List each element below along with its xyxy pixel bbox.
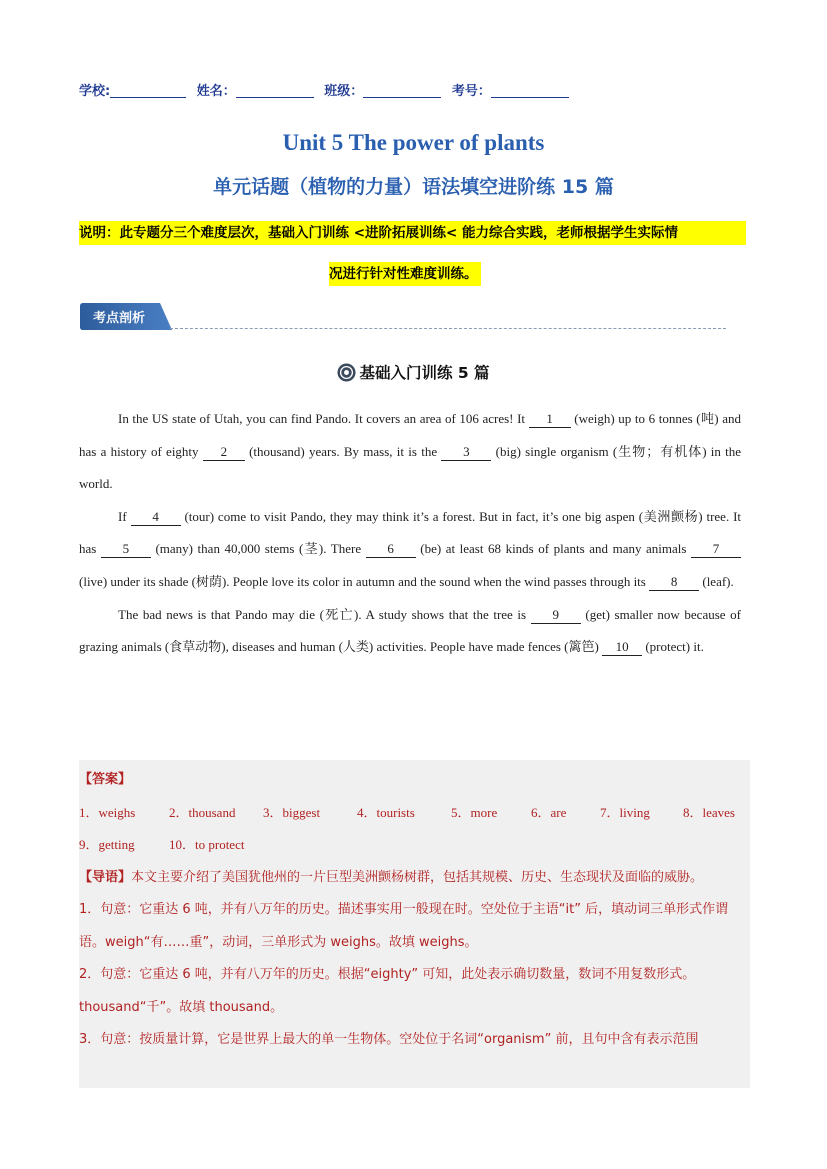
answer-list-row1: [79, 797, 750, 830]
answer-content: [79, 764, 750, 1057]
school-field[interactable]: [110, 83, 186, 98]
instruction-note-line2: 况进行针对性难度训练。: [329, 262, 481, 286]
explanation-1: 1．句意：它重达 6 吨，并有八万年的历史。描述事实用一般现在时。空处位于主语“it” 后，填动词三单形式作谓语。weigh“有……重”，动词，三单形式为 weighs。故填 weighs。: [79, 902, 729, 950]
section-heading: [0, 361, 827, 383]
answer-item: 2．thousand: [169, 804, 236, 820]
blank-4[interactable]: 4: [131, 509, 181, 526]
blank-9[interactable]: 9: [531, 607, 581, 624]
section-heading-text: 基础入门训练 5 篇: [359, 364, 490, 382]
passage-paragraph: If 4 (tour) come to visit Pando, they may think it’s a forest. But in fact, it’s one big aspen (美洲颤杨) tree. It has 5 (many) than 40,000 stems (茎). There 6 (be) at least 68 kinds of plants and many animals 7 (live) under its shade (树荫). People love its color in autumn and the sound when the wind passes through its 8 (leaf).: [79, 508, 742, 589]
class-field[interactable]: [363, 83, 441, 98]
target-icon: [337, 363, 356, 382]
page-subtitle: 单元话题（植物的力量）语法填空进阶练 15 篇: [213, 176, 614, 198]
answer-label: 【答案】: [79, 772, 132, 787]
blank-5[interactable]: 5: [101, 541, 151, 558]
answer-item: 1．weighs: [79, 804, 136, 820]
instruction-note-line1: 说明：此专题分三个难度层次，基础入门训练 <进阶拓展训练< 能力综合实践，老师根据学生实际情: [79, 221, 746, 245]
exam-no-field[interactable]: [491, 83, 569, 98]
answer-item: 10．to protect: [169, 837, 245, 852]
blank-10[interactable]: 10: [602, 639, 642, 656]
section-tag-label: 考点剖析: [93, 311, 146, 326]
name-field[interactable]: [236, 83, 314, 98]
answer-item: 9．getting: [79, 837, 135, 852]
answer-intro: [79, 862, 750, 895]
intro-text: 本文主要介绍了美国犹他州的一片巨型美洲颤杨树群，包括其规模、历史、生态现状及面临的威胁。: [131, 869, 704, 885]
answer-item: 4．tourists: [357, 804, 415, 820]
class-label: 班级：: [324, 84, 364, 99]
blank-8[interactable]: 8: [649, 574, 699, 591]
answer-item: 7．living: [600, 804, 650, 820]
student-info-fields: [79, 80, 575, 99]
blank-1[interactable]: 1: [529, 411, 571, 428]
answer-list-row2: [79, 829, 750, 862]
reading-passage: [79, 403, 741, 664]
blank-7[interactable]: 7: [691, 541, 741, 558]
name-label: 姓名：: [196, 84, 236, 99]
exam-no-label: 考号：: [451, 84, 491, 99]
passage-paragraph: The bad news is that Pando may die (死亡). A study shows that the tree is 9 (get) smaller now because of grazing animals (食草动物), diseases and human (人类) activities. People have made fences (篱笆) 10 (protect) it.: [79, 606, 741, 655]
explanation-3: 3．句意：按质量计算，它是世界上最大的单一生物体。空处位于名词“organism” 前，且句中含有表示范围: [79, 1032, 699, 1047]
answer-item: 8．leaves: [683, 804, 735, 820]
answer-item: 3．biggest: [263, 804, 321, 820]
blank-2[interactable]: 2: [203, 444, 245, 461]
page-title: Unit 5 The power of plants: [282, 130, 545, 155]
blank-3[interactable]: 3: [441, 444, 491, 461]
answer-item: 5．more: [451, 804, 498, 820]
school-label: 学校:: [79, 84, 111, 99]
section-divider: [170, 328, 726, 329]
answer-item: 6．are: [531, 804, 567, 820]
explanation-2: 2．句意：它重达 6 吨，并有八万年的历史。根据“eighty” 可知，此处表示确切数量，数词不用复数形式。thousand“千”。故填 thousand。: [79, 967, 696, 1015]
blank-6[interactable]: 6: [366, 541, 416, 558]
passage-paragraph: In the US state of Utah, you can find Pando. It covers an area of 106 acres! It 1 (weigh) up to 6 tonnes (吨) and has a history of eighty 2 (thousand) years. By mass, it is the 3 (big) single organism (生物；有机体) in the world.: [79, 411, 742, 492]
intro-label: 【导语】: [79, 869, 132, 885]
